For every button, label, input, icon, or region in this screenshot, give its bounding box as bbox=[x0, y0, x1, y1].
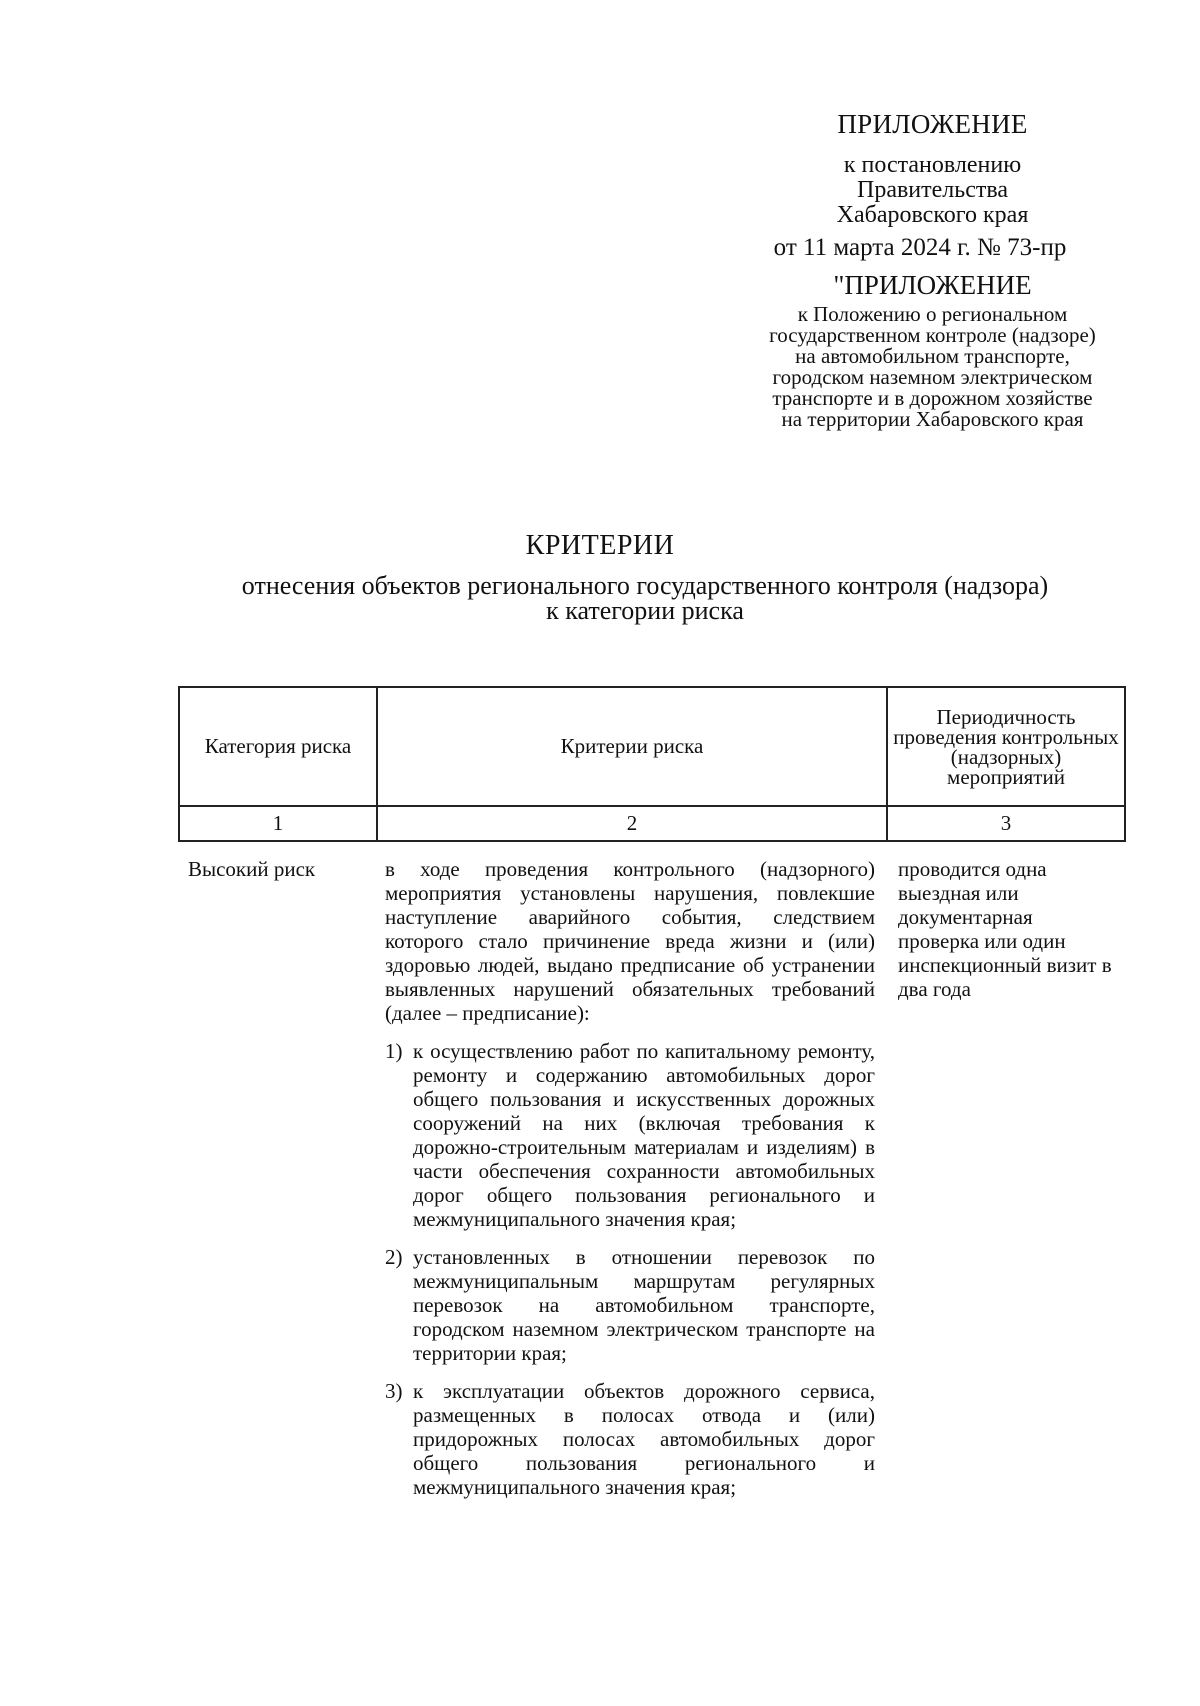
risk-category: Высокий риск bbox=[188, 857, 316, 881]
criteria-item-number: 1) bbox=[385, 1039, 403, 1063]
annex-title: ПРИЛОЖЕНИЕ bbox=[837, 109, 1028, 139]
header-cell-category: Категория риска bbox=[179, 687, 377, 806]
subtitle-line: отнесения объектов регионального государственного контроля (надзора) bbox=[241, 571, 1049, 600]
header-cell-periodicity: Периодичность проведения контрольных (надзорных) мероприятий bbox=[887, 687, 1125, 806]
criteria-item-text: установленных в отношении перевозок по межмуниципальным маршрутам регулярных перевозок на автомобильном транспорте, городском наземном электрическом транспорте на территории края; bbox=[413, 1245, 875, 1365]
criteria-list-item bbox=[385, 1379, 875, 1499]
table-number-row bbox=[179, 806, 1125, 841]
annex2-line: к Положению о региональном bbox=[797, 302, 1068, 326]
annex-line: Правительства bbox=[856, 177, 1009, 203]
header-cell-criteria: Критерии риска bbox=[377, 687, 887, 806]
annex-line: Хабаровского края bbox=[836, 202, 1029, 228]
annex-date-line: от 11 марта 2024 г. № 73-пр bbox=[773, 234, 1067, 261]
annex2-line: на автомобильном транспорте, bbox=[795, 344, 1070, 368]
column-number: 1 bbox=[179, 806, 377, 841]
subtitle-line: к категории риска bbox=[546, 596, 744, 625]
annex-reference bbox=[730, 153, 1135, 228]
column-number: 3 bbox=[887, 806, 1125, 841]
annex2-title: "ПРИЛОЖЕНИЕ bbox=[833, 270, 1032, 300]
criteria-item-text: к осуществлению работ по капитальному ремонту, ремонту и содержанию автомобильных дорог общего пользования и искусственных дорожных сооружений на них (включая требования к дорожно-строительным материалам и изделиям) в части обеспечения сохранности автомобильных дорог общего пользования регионального и межмуниципального значения края; bbox=[413, 1039, 875, 1231]
document-title: КРИТЕРИИ bbox=[525, 530, 675, 561]
criteria-list-item bbox=[385, 1245, 875, 1365]
document-subtitle bbox=[180, 573, 1110, 623]
criteria-table-header bbox=[178, 686, 1126, 842]
annex2-line: государственном контроле (надзоре) bbox=[769, 323, 1096, 347]
annex2-line: городском наземном электрическом bbox=[772, 365, 1093, 389]
table-header-row bbox=[179, 687, 1125, 806]
annex-line: к постановлению bbox=[843, 152, 1022, 178]
criteria-item-number: 3) bbox=[385, 1379, 403, 1403]
inspection-periodicity: проводится одна выездная или документарная проверка или один инспекционный визит в два года bbox=[898, 857, 1112, 1001]
annex2-line: на территории Хабаровского края bbox=[781, 407, 1084, 431]
criteria-intro: в ходе проведения контрольного (надзорного) мероприятия установлены нарушения, повлекшие наступление аварийного события, следствием которого стало причинение вреда жизни и (или) здоровью людей, выдано предписание об устранении выявленных нарушений обязательных требований (далее – предписание): bbox=[385, 857, 875, 1025]
criteria-item-number: 2) bbox=[385, 1245, 403, 1269]
annex2-reference bbox=[720, 304, 1145, 430]
criteria-item-text: к эксплуатации объектов дорожного сервиса, размещенных в полосах отвода и (или) придорожных полосах автомобильных дорог общего пользования регионального и межмуниципального значения края; bbox=[413, 1379, 875, 1499]
column-number: 2 bbox=[377, 806, 887, 841]
criteria-list-item bbox=[385, 1039, 875, 1231]
annex2-line: транспорте и в дорожном хозяйстве bbox=[772, 386, 1093, 410]
risk-criteria bbox=[385, 857, 875, 1513]
